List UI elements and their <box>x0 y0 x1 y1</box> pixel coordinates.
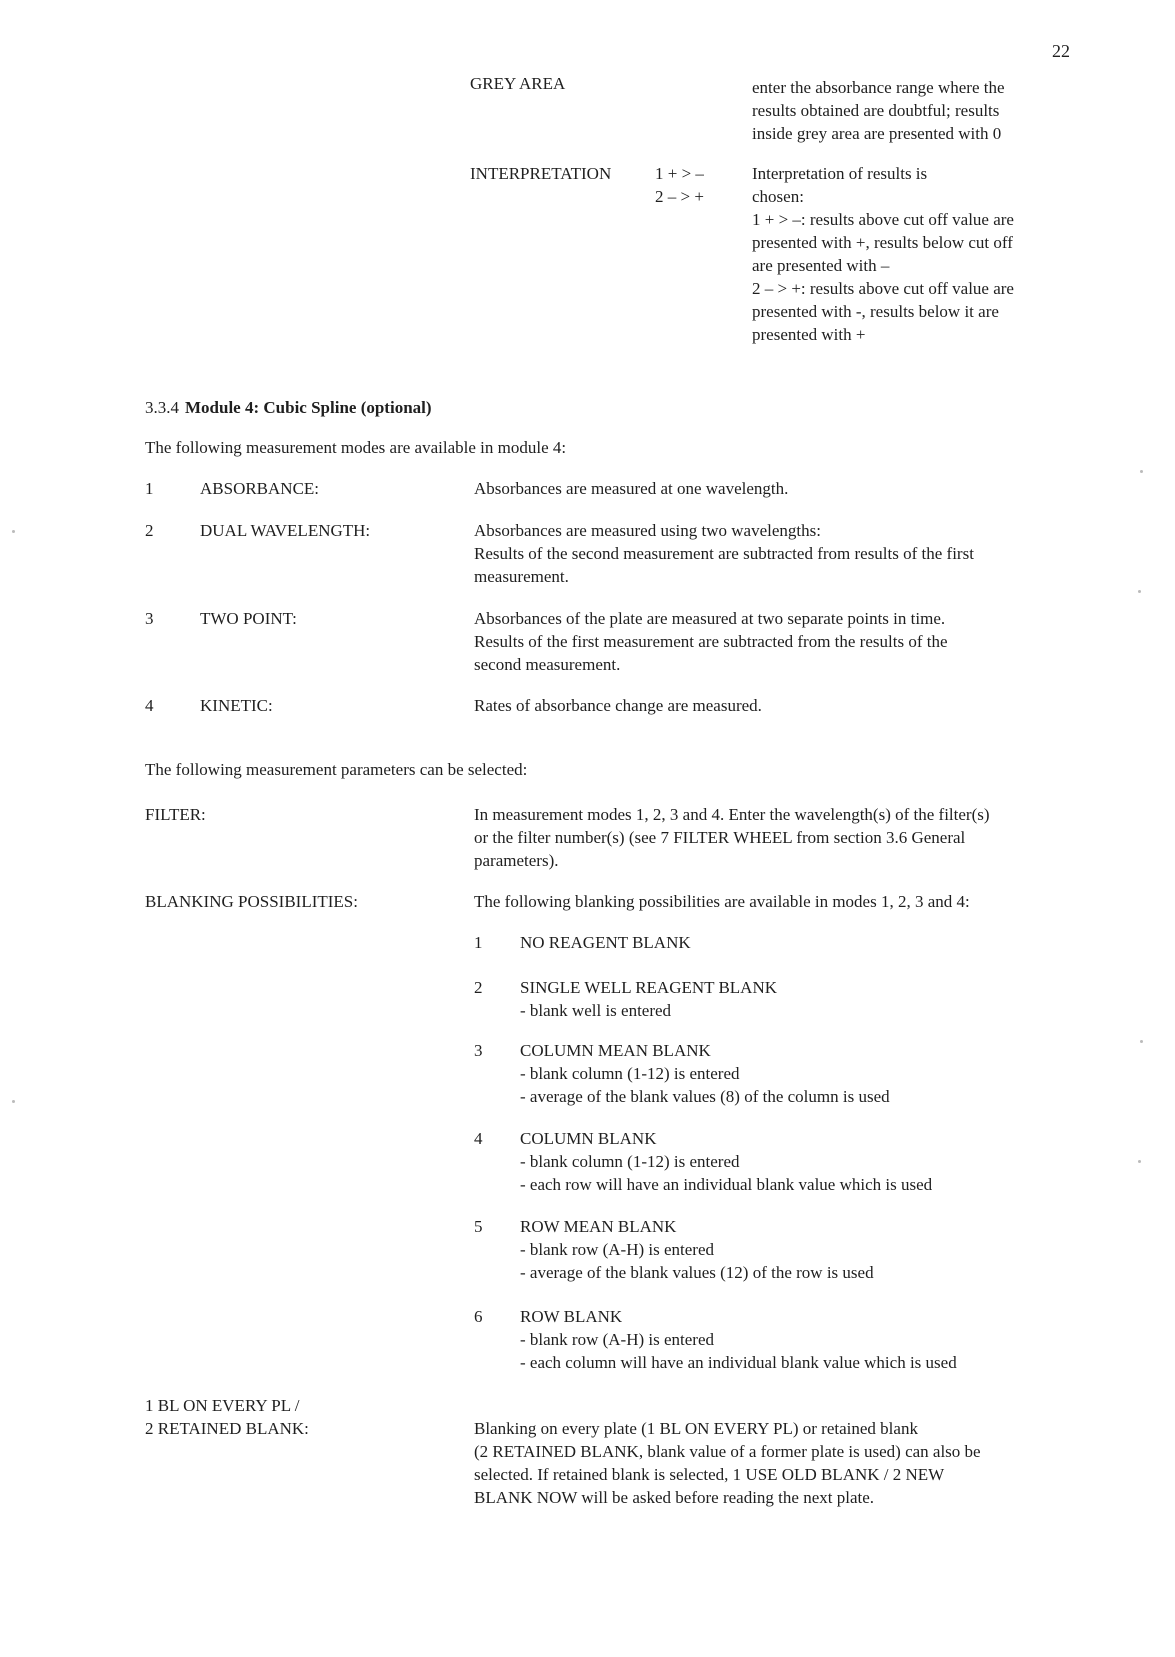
text-line: inside grey area are presented with 0 <box>752 124 1002 143</box>
modes-intro: The following measurement modes are available in module 4: <box>145 438 567 457</box>
blank-option-title: ROW MEAN BLANK <box>520 1217 677 1236</box>
blank-option-number: 6 <box>474 1307 483 1326</box>
blank-option-title: ROW BLANK <box>520 1307 623 1326</box>
interpretation-label: INTERPRETATION <box>470 164 612 183</box>
blank-option-title: SINGLE WELL REAGENT BLANK <box>520 978 778 997</box>
text-line: chosen: <box>752 187 804 206</box>
text-line: 2 – > +: results above cut off value are <box>752 279 1014 298</box>
text-line: Rates of absorbance change are measured. <box>474 696 762 715</box>
scan-speck <box>1140 1040 1143 1043</box>
blank-option-detail: - blank row (A-H) is entered <box>520 1240 715 1259</box>
mode-description <box>474 607 1074 676</box>
mode-description <box>474 477 1074 500</box>
blank-option-detail: - average of the blank values (12) of the row is used <box>520 1263 874 1282</box>
blank-option-detail: - each column will have an individual blank value which is used <box>520 1353 957 1372</box>
interpretation-codes <box>655 162 735 208</box>
text-line: Absorbances are measured at one wavelength. <box>474 479 789 498</box>
interpretation-description <box>752 162 1070 346</box>
text-line: Interpretation of results is <box>752 164 928 183</box>
text-line: second measurement. <box>474 655 621 674</box>
blank-option-detail: - average of the blank values (8) of the column is used <box>520 1087 890 1106</box>
mode-description <box>474 694 1074 717</box>
text-line: 1 + > –: results above cut off value are <box>752 210 1014 229</box>
text-line: (2 RETAINED BLANK, blank value of a former plate is used) can also be <box>474 1442 981 1461</box>
scan-speck <box>1138 590 1141 593</box>
blank-option-detail: - blank column (1-12) is entered <box>520 1152 740 1171</box>
blank-option-title: COLUMN BLANK <box>520 1129 657 1148</box>
text-line: enter the absorbance range where the <box>752 78 1005 97</box>
text-line: are presented with – <box>752 256 890 275</box>
blank-option-detail: - blank column (1-12) is entered <box>520 1064 740 1083</box>
text-line: Results of the first measurement are subtracted from the results of the <box>474 632 948 651</box>
text-line: parameters). <box>474 851 559 870</box>
text-line: BLANK NOW will be asked before reading the next plate. <box>474 1488 875 1507</box>
blank-option-number: 3 <box>474 1041 483 1060</box>
grey-area-description <box>752 76 1070 145</box>
mode-name: TWO POINT: <box>200 609 297 628</box>
scan-speck <box>1138 1160 1141 1163</box>
blank-option-detail: - blank well is entered <box>520 1001 672 1020</box>
section-number: 3.3.4 <box>145 398 179 417</box>
text-line: selected. If retained blank is selected, 1 USE OLD BLANK / 2 NEW <box>474 1465 945 1484</box>
blank-option-detail: - blank row (A-H) is entered <box>520 1330 715 1349</box>
grey-area-label: GREY AREA <box>470 74 566 93</box>
blank-option-title: COLUMN MEAN BLANK <box>520 1041 711 1060</box>
text-line: 1 BL ON EVERY PL / <box>145 1396 300 1415</box>
scan-speck <box>1140 470 1143 473</box>
blank-option-number: 5 <box>474 1217 483 1236</box>
text-line: Results of the second measurement are subtracted from results of the first <box>474 544 974 563</box>
text-line: presented with + <box>752 325 866 344</box>
blanking-intro: The following blanking possibilities are available in modes 1, 2, 3 and 4: <box>474 892 970 911</box>
mode-number: 2 <box>145 521 154 540</box>
text-line: Absorbances are measured using two wavelengths: <box>474 521 821 540</box>
retained-blank-description <box>474 1417 1074 1509</box>
params-intro: The following measurement parameters can be selected: <box>145 760 528 779</box>
retained-blank-label <box>145 1394 445 1440</box>
text-line: results obtained are doubtful; results <box>752 101 1000 120</box>
mode-number: 3 <box>145 609 154 628</box>
page-number: 22 <box>1052 41 1070 61</box>
text-line: or the filter number(s) (see 7 FILTER WHEEL from section 3.6 General <box>474 828 966 847</box>
interpretation-code: 1 + > – <box>655 164 704 183</box>
text-line: Blanking on every plate (1 BL ON EVERY PL) or retained blank <box>474 1419 918 1438</box>
mode-name: KINETIC: <box>200 696 273 715</box>
text-line: presented with -, results below it are <box>752 302 999 321</box>
blank-option-detail: - each row will have an individual blank value which is used <box>520 1175 933 1194</box>
filter-label: FILTER: <box>145 805 206 824</box>
section-heading <box>145 396 432 419</box>
mode-name: DUAL WAVELENGTH: <box>200 521 371 540</box>
scan-speck <box>12 530 15 533</box>
mode-name: ABSORBANCE: <box>200 479 320 498</box>
filter-description <box>474 803 1074 872</box>
scan-speck <box>12 1100 15 1103</box>
mode-number: 4 <box>145 696 154 715</box>
blank-option-number: 2 <box>474 978 483 997</box>
interpretation-code: 2 – > + <box>655 187 704 206</box>
section-title: Module 4: Cubic Spline (optional) <box>185 398 432 417</box>
text-line: 2 RETAINED BLANK: <box>145 1419 309 1438</box>
mode-description <box>474 519 1074 588</box>
blank-option-number: 1 <box>474 933 483 952</box>
text-line: measurement. <box>474 567 569 586</box>
mode-number: 1 <box>145 479 154 498</box>
blank-option-number: 4 <box>474 1129 483 1148</box>
text-line: In measurement modes 1, 2, 3 and 4. Enter the wavelength(s) of the filter(s) <box>474 805 990 824</box>
blanking-label: BLANKING POSSIBILITIES: <box>145 892 358 911</box>
text-line: presented with +, results below cut off <box>752 233 1013 252</box>
blank-option-title: NO REAGENT BLANK <box>520 933 691 952</box>
text-line: Absorbances of the plate are measured at two separate points in time. <box>474 609 946 628</box>
